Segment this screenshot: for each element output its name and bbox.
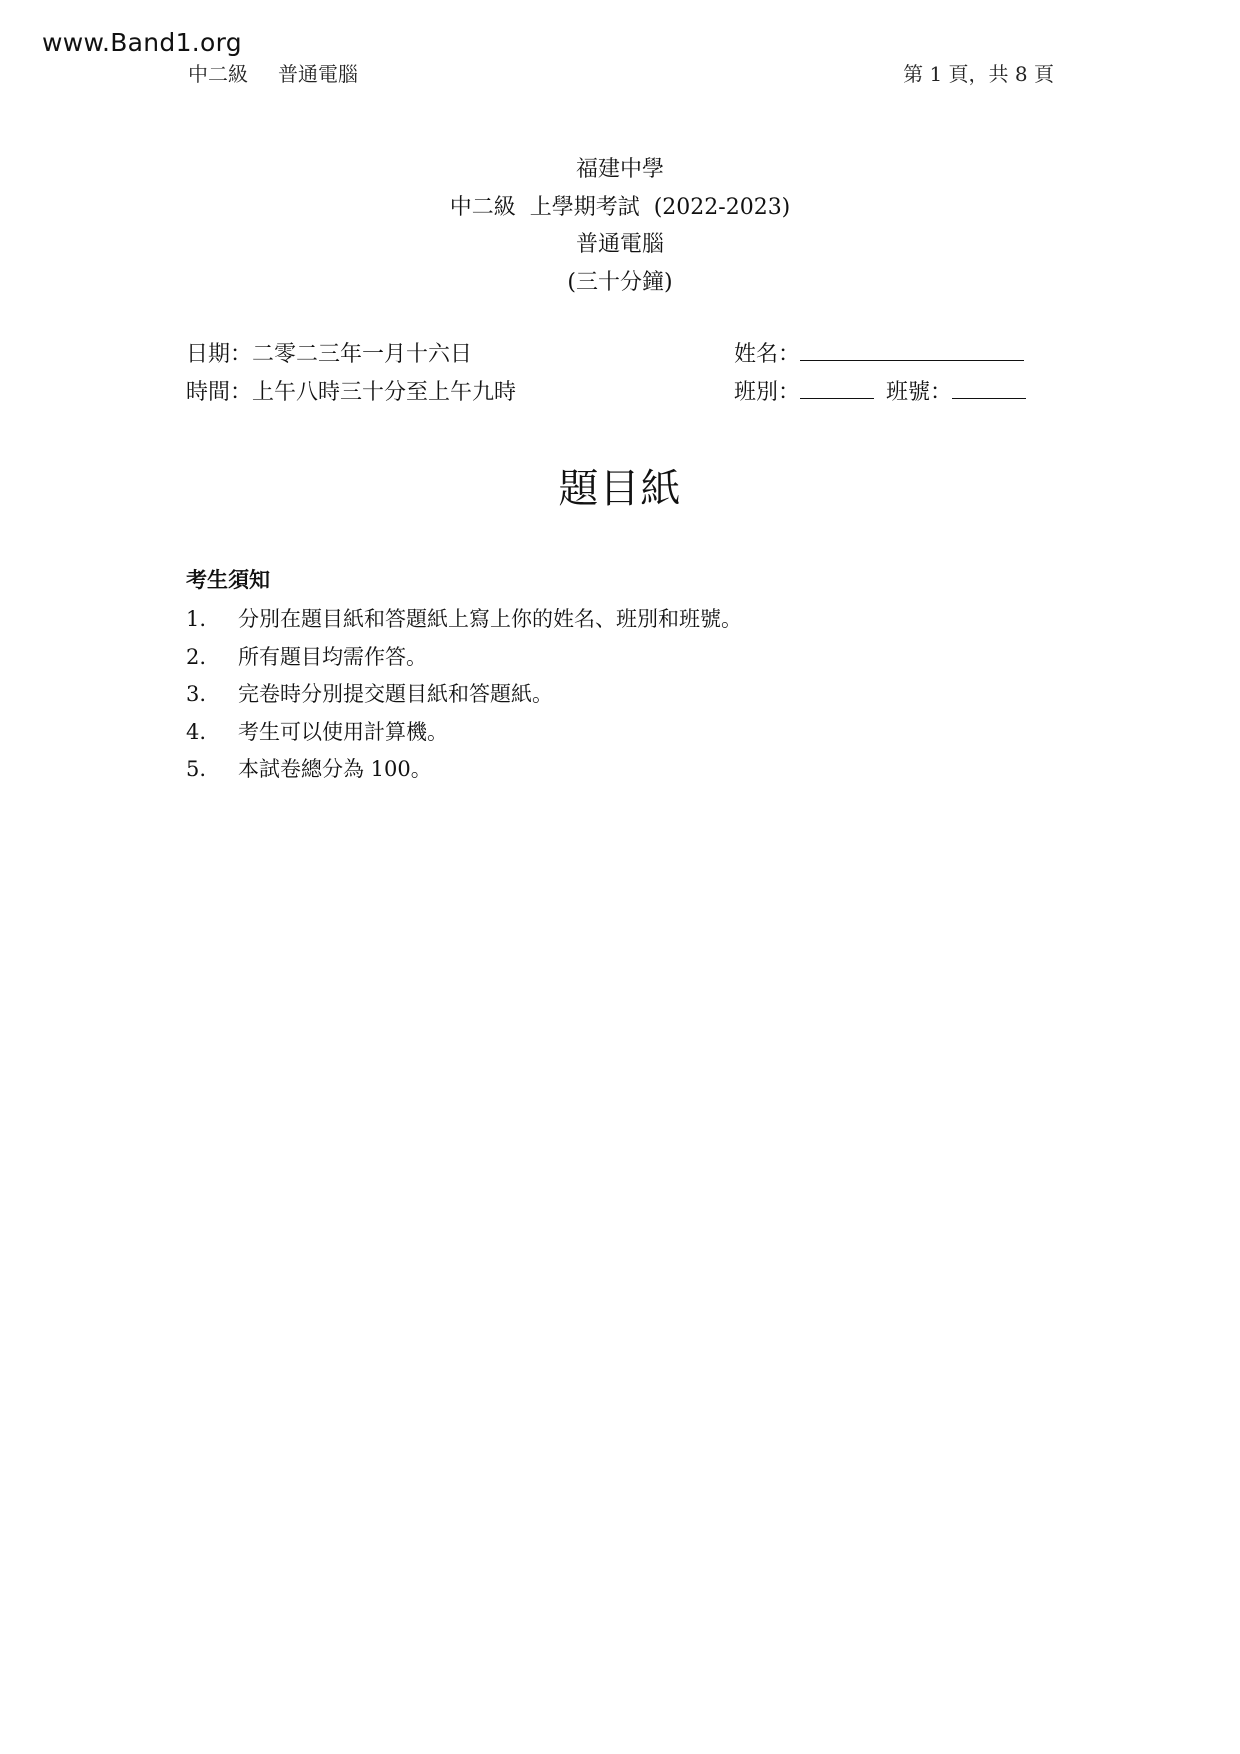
class-no-label: 班號： <box>886 380 953 405</box>
class-blank <box>800 376 874 399</box>
list-item <box>186 676 742 714</box>
header-grade: 中二級 <box>188 62 248 86</box>
list-item <box>186 751 742 789</box>
name-label: 姓名： <box>734 342 801 367</box>
watermark-text: www.Band1.org <box>42 28 242 57</box>
exam-title-block <box>0 151 1240 301</box>
exam-date: 日期：二零二三年一月十六日 <box>186 342 473 367</box>
list-item-number: 3. <box>186 682 207 706</box>
class-no-blank <box>952 376 1026 399</box>
list-item-text: 所有題目均需作答。 <box>238 644 427 669</box>
notice-list <box>186 601 742 789</box>
list-item <box>186 714 742 752</box>
school-name: 福建中學 <box>575 157 664 182</box>
list-item <box>186 639 742 677</box>
exam-duration: (三十分鐘) <box>567 269 673 295</box>
exam-subject: 普通電腦 <box>575 232 664 257</box>
list-item-text: 完卷時分別提交題目紙和答題紙。 <box>238 682 553 706</box>
list-item-number: 4. <box>186 719 207 744</box>
list-item <box>186 601 742 639</box>
paper-title: 題目紙 <box>558 466 682 512</box>
class-fields <box>734 375 1026 406</box>
list-item-number: 1. <box>186 607 207 631</box>
list-item-number: 2. <box>186 644 207 669</box>
name-blank <box>800 338 1024 361</box>
header-subject: 普通電腦 <box>278 62 358 86</box>
list-item-number: 5. <box>186 757 207 781</box>
notice-heading: 考生須知 <box>186 568 270 592</box>
page-header-left <box>188 58 358 87</box>
name-field <box>734 337 1024 368</box>
exam-time: 時間：上午八時三十分至上午九時 <box>186 380 517 405</box>
list-item-text: 分別在題目紙和答題紙上寫上你的姓名、班別和班號。 <box>238 607 742 631</box>
exam-name: 中二級 上學期考試 (2022-2023) <box>449 194 791 220</box>
page-number: 第 1 頁，共 8 頁 <box>903 62 1054 86</box>
class-label: 班別： <box>734 380 801 405</box>
list-item-text: 考生可以使用計算機。 <box>238 719 448 744</box>
list-item-text: 本試卷總分為 100。 <box>238 757 432 781</box>
